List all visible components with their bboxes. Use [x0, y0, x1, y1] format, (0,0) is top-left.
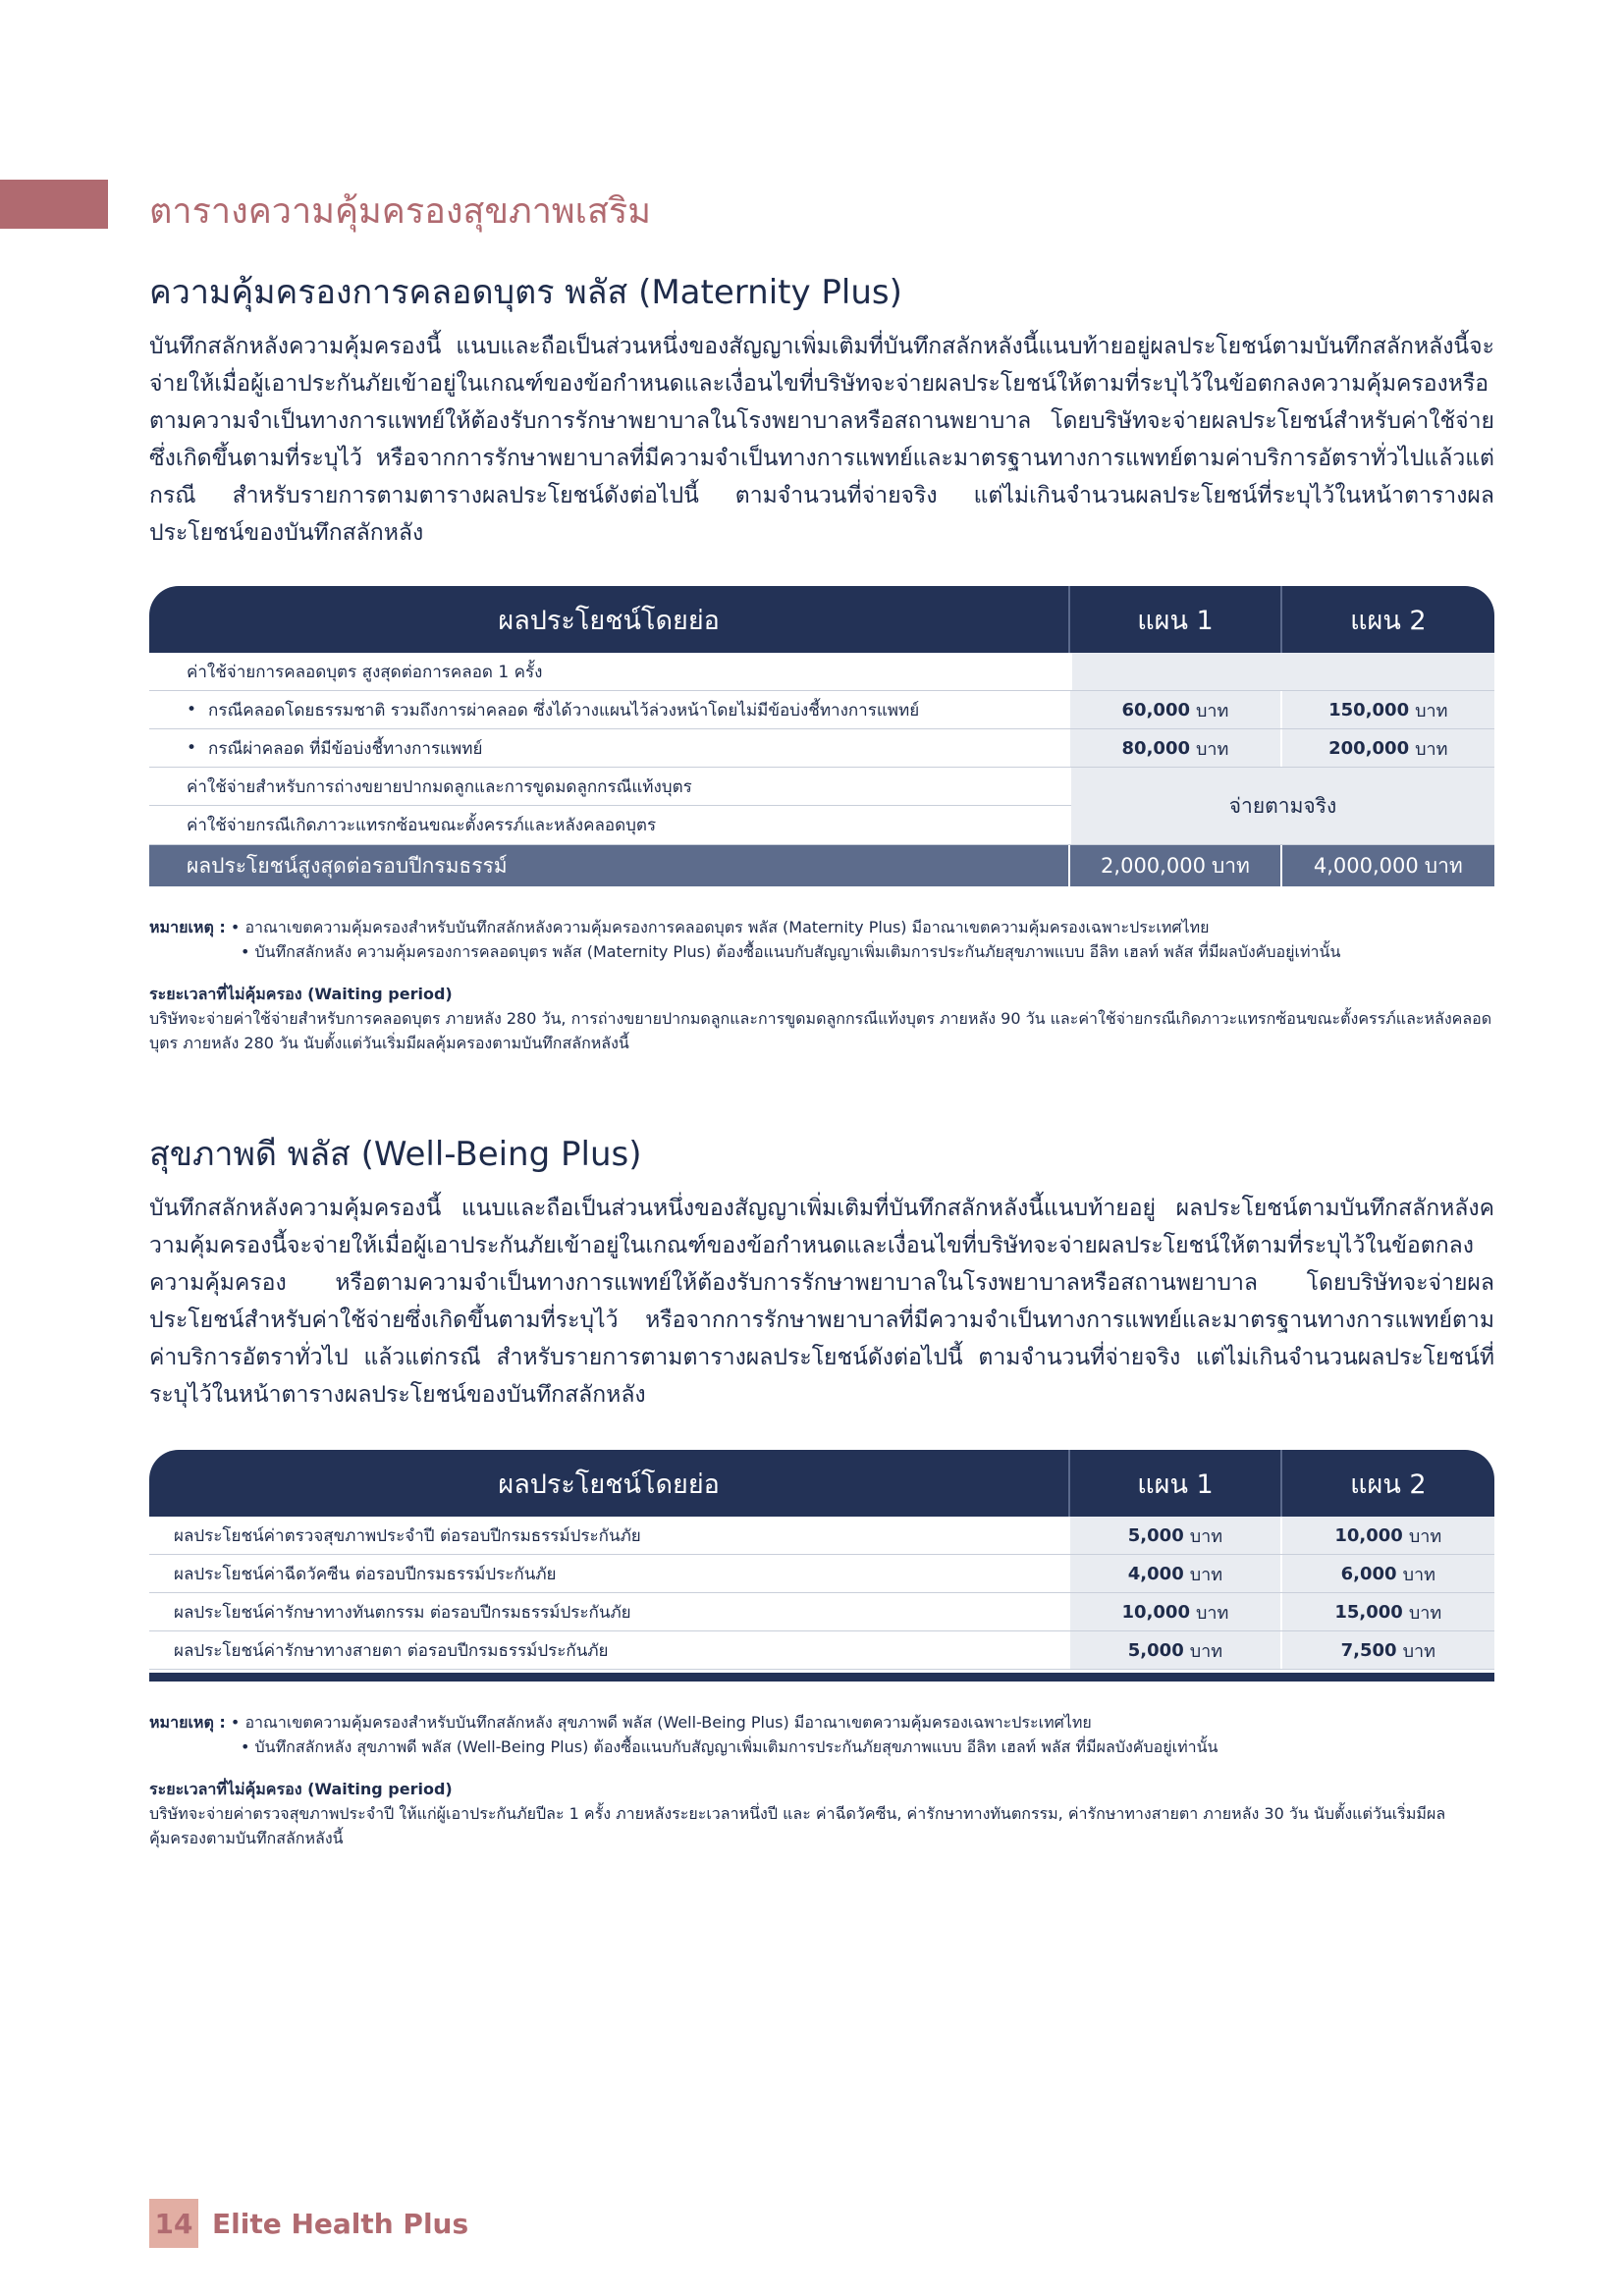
table-row [149, 1631, 1494, 1670]
note-text: • อาณาเขตความคุ้มครองสำหรับบันทึกสลักหลัง สุขภาพดี พลัส (Well-Being Plus) มีอาณาเขตความคุ้มครองเฉพาะประเทศไทย [230, 1713, 1092, 1732]
col-header-plan-1: แผน 1 [1068, 1450, 1279, 1517]
unit: บาท [1402, 1564, 1435, 1585]
row-label: • กรณีคลอดโดยธรรมชาติ รวมถึงการผ่าคลอด ซึ่งได้วางแผนไว้ล่วงหน้าโดยไม่มีข้อบ่งชี้ทางการแพทย์ [149, 691, 1068, 728]
page-title: ตารางความคุ้มครองสุขภาพเสริม [149, 191, 651, 232]
row-label: ผลประโยชน์ค่ารักษาทางสายตา ต่อรอบปีกรมธรรม์ประกันภัย [174, 1640, 609, 1661]
unit: บาท [1424, 853, 1463, 878]
amount: 5,000 [1127, 1639, 1184, 1661]
table-row [149, 729, 1494, 768]
unit: บาท [1415, 700, 1448, 721]
merged-labels [149, 768, 1071, 844]
merged-rows [149, 768, 1494, 845]
unit: บาท [1196, 738, 1229, 760]
row-label: ผลประโยชน์ค่าตรวจสุขภาพประจำปี ต่อรอบปีกรมธรรม์ประกันภัย [174, 1525, 641, 1546]
plan-2-value [1280, 1593, 1494, 1630]
amount: 5,000 [1127, 1524, 1184, 1546]
col-header-benefit: ผลประโยชน์โดยย่อ [498, 605, 720, 636]
row-label: • กรณีผ่าคลอด ที่มีข้อบ่งชี้ทางการแพทย์ [149, 729, 1068, 767]
col-header-plan-1: แผน 1 [1068, 586, 1279, 653]
plan-2-value [1280, 691, 1494, 728]
table-header [149, 586, 1494, 653]
waiting-period-title: ระยะเวลาที่ไม่คุ้มครอง (Waiting period) [149, 1780, 453, 1798]
plan-1-value [1068, 1631, 1279, 1669]
maternity-intro: บันทึกสลักหลังความคุ้มครองนี้ แนบและถือเป็นส่วนหนึ่งของสัญญาเพิ่มเติมที่บันทึกสลักหลังนี้แนบท้ายอยู่ผลประโยชน์ตามบันทึกสลักหลังนี้จะจ่ายให้เมื่อผู้เอาประกันภัยเข้าอยู่ในเกณฑ์ของข้อกำหนดและเงื่อนไขที่บริษัทจะจ่ายผลประโยชน์ให้ตามที่ระบุไว้ในข้อตกลงความคุ้มครองหรือตามความจำเป็นทางการแพทย์ให้ต้องรับการรักษาพยาบาลในโรงพยาบาลหรือสถานพยาบาล โดยบริษัทจะจ่ายผลประโยชน์สำหรับค่าใช้จ่ายซึ่งเกิดขึ้นตามที่ระบุไว้ หรือจากการรักษาพยาบาลที่มีความจำเป็นทางการแพทย์และมาตรฐานทางการแพทย์ตามค่าบริการอัตราทั่วไปแล้วแต่กรณี สำหรับรายการตามตารางผลประโยชน์ดังต่อไปนี้ ตามจำนวนที่จ่ายจริง แต่ไม่เกินจำนวนผลประโยชน์ที่ระบุไว้ในหน้าตารางผลประโยชน์ของบันทึกสลักหลัง [149, 334, 1494, 546]
note-line [149, 915, 1494, 939]
wellbeing-section [149, 1127, 1494, 1414]
total-row [149, 845, 1494, 886]
amount: 10,000 [1334, 1524, 1403, 1546]
unit: บาท [1196, 700, 1229, 721]
plan-1-value [1068, 691, 1279, 728]
plan-1-total [1068, 845, 1279, 886]
unit: บาท [1408, 1525, 1442, 1547]
amount: 2,000,000 [1101, 854, 1206, 878]
note-label: หมายเหตุ : [149, 1713, 226, 1732]
brand-name: Elite Health Plus [212, 2207, 469, 2240]
maternity-notes [149, 915, 1494, 1055]
table-row [149, 1555, 1494, 1593]
unit: บาท [1408, 1602, 1442, 1624]
plan-1-value [1068, 1555, 1279, 1592]
wellbeing-table [149, 1450, 1494, 1682]
accent-bar [0, 180, 108, 229]
row-label: ผลประโยชน์ค่ารักษาทางทันตกรรม ต่อรอบปีกรมธรรม์ประกันภัย [174, 1602, 631, 1623]
unit: บาท [1189, 1640, 1223, 1662]
amount: 4,000 [1127, 1563, 1184, 1584]
total-label: ผลประโยชน์สูงสุดต่อรอบปีกรมธรรม์ [187, 853, 508, 878]
wellbeing-title: สุขภาพดี พลัส (Well-Being Plus) [149, 1135, 642, 1174]
plan-2-value [1280, 1555, 1494, 1592]
waiting-period-text: บริษัทจะจ่ายค่าใช้จ่ายสำหรับการคลอดบุตร ภายหลัง 280 วัน, การถ่างขยายปากมดลูกและการขูดมดลูกกรณีแท้งบุตร ภายหลัง 90 วัน และค่าใช้จ่ายกรณีเกิดภาวะแทรกซ้อนขณะตั้งครรภ์และหลังคลอดบุตร ภายหลัง 280 วัน นับตั้งแต่วันเริ่มมีผลคุ้มครองตามบันทึกสลักหลังนี้ [149, 1009, 1492, 1052]
amount: 200,000 [1328, 737, 1410, 759]
unit: บาท [1195, 1602, 1229, 1624]
note-text: • อาณาเขตความคุ้มครองสำหรับบันทึกสลักหลังความคุ้มครองการคลอดบุตร พลัส (Maternity Plus) มีอาณาเขตความคุ้มครองเฉพาะประเทศไทย [230, 918, 1210, 936]
note-text: • บันทึกสลักหลัง สุขภาพดี พลัส (Well-Being Plus) ต้องซื้อแนบกับสัญญาเพิ่มเติมการประกันภัยสุขภาพแบบ อีลิท เฮลท์ พลัส ที่มีผลบังคับอยู่เท่านั้น [241, 1737, 1218, 1756]
row-label: ผลประโยชน์ค่าฉีดวัคซีน ต่อรอบปีกรมธรรม์ประกันภัย [174, 1564, 557, 1584]
plan-2-value [1280, 1517, 1494, 1554]
merged-value: จ่ายตามจริง [1071, 768, 1494, 844]
plan-2-value [1280, 729, 1494, 767]
col-header-plan-2: แผน 2 [1280, 1450, 1494, 1517]
note-text: • บันทึกสลักหลัง ความคุ้มครองการคลอดบุตร พลัส (Maternity Plus) ต้องซื้อแนบกับสัญญาเพิ่มเติมการประกันภัยสุขภาพแบบ อีลิท เฮลท์ พลัส ที่มีผลบังคับอยู่เท่านั้น [241, 942, 1341, 961]
maternity-title: ความคุ้มครองการคลอดบุตร พลัส (Maternity Plus) [149, 273, 902, 312]
wellbeing-intro: บันทึกสลักหลังความคุ้มครองนี้ แนบและถือเป็นส่วนหนึ่งของสัญญาเพิ่มเติมที่บันทึกสลักหลังนี้แนบท้ายอยู่ ผลประโยชน์ตามบันทึกสลักหลังความคุ้มครองนี้จะจ่ายให้เมื่อผู้เอาประกันภัยเข้าอยู่ในเกณฑ์ของข้อกำหนดและเงื่อนไขที่บริษัทจะจ่ายผลประโยชน์ให้ตามที่ระบุไว้ในข้อตกลงความคุ้มครอง หรือตามความจำเป็นทางการแพทย์ให้ต้องรับการรักษาพยาบาลในโรงพยาบาลหรือสถานพยาบาล โดยบริษัทจะจ่ายผลประโยชน์สำหรับค่าใช้จ่ายซึ่งเกิดขึ้นตามที่ระบุไว้ หรือจากการรักษาพยาบาลที่มีความจำเป็นทางการแพทย์และมาตรฐานทางการแพทย์ตามค่าบริการอัตราทั่วไป แล้วแต่กรณี สำหรับรายการตามตารางผลประโยชน์ดังต่อไปนี้ ตามจำนวนที่จ่ายจริง แต่ไม่เกินจำนวนผลประโยชน์ที่ระบุไว้ในหน้าตารางผลประโยชน์ของบันทึกสลักหลัง [149, 1196, 1494, 1408]
table-row [149, 1593, 1494, 1631]
note-line [149, 1710, 1494, 1735]
table-footer-bar [149, 1673, 1494, 1682]
table-header [149, 1450, 1494, 1517]
amount: 60,000 [1121, 699, 1190, 721]
plan-1-value [1068, 1593, 1279, 1630]
table-row [149, 691, 1494, 729]
amount: 10,000 [1121, 1601, 1190, 1623]
row-label: ค่าใช้จ่ายการคลอดบุตร สูงสุดต่อการคลอด 1 ครั้ง [187, 662, 543, 682]
waiting-period-title: ระยะเวลาที่ไม่คุ้มครอง (Waiting period) [149, 985, 453, 1003]
unit: บาท [1402, 1640, 1435, 1662]
plan-1-value [1068, 1517, 1279, 1554]
page-footer [149, 2199, 468, 2248]
row-label: ค่าใช้จ่ายสำหรับการถ่างขยายปากมดลูกและการขูดมดลูกกรณีแท้งบุตร [149, 768, 1071, 806]
unit: บาท [1189, 1564, 1223, 1585]
wellbeing-notes [149, 1710, 1494, 1850]
row-label: ค่าใช้จ่ายกรณีเกิดภาวะแทรกซ้อนขณะตั้งครรภ์และหลังคลอดบุตร [187, 816, 657, 835]
amount: 15,000 [1334, 1601, 1403, 1623]
plan-1-value [1068, 729, 1279, 767]
plan-2-total [1280, 845, 1494, 886]
amount: 7,500 [1340, 1639, 1397, 1661]
table-row [149, 653, 1494, 691]
waiting-period-text: บริษัทจะจ่ายค่าตรวจสุขภาพประจำปี ให้แก่ผู้เอาประกันภัยปีละ 1 ครั้ง ภายหลังระยะเวลาหนึ่งปี และ ค่าฉีดวัคซีน, ค่ารักษาทางทันตกรรม, ค่ารักษาทางสายตา ภายหลัง 30 วัน นับตั้งแต่วันเริ่มมีผลคุ้มครองตามบันทึกสลักหลังนี้ [149, 1804, 1446, 1847]
unit: บาท [1415, 738, 1448, 760]
amount: 150,000 [1328, 699, 1410, 721]
col-header-plan-2: แผน 2 [1280, 586, 1494, 653]
amount: 6,000 [1340, 1563, 1397, 1584]
col-header-benefit: ผลประโยชน์โดยย่อ [498, 1468, 720, 1500]
maternity-table [149, 586, 1494, 886]
page-number: 14 [149, 2199, 198, 2248]
plan-2-value [1280, 1631, 1494, 1669]
unit: บาท [1211, 853, 1250, 878]
maternity-section [149, 265, 1494, 552]
note-label: หมายเหตุ : [149, 918, 226, 936]
amount: 4,000,000 [1313, 854, 1419, 878]
unit: บาท [1189, 1525, 1223, 1547]
table-row [149, 1517, 1494, 1555]
row-empty-cell [1070, 653, 1494, 690]
amount: 80,000 [1121, 737, 1190, 759]
